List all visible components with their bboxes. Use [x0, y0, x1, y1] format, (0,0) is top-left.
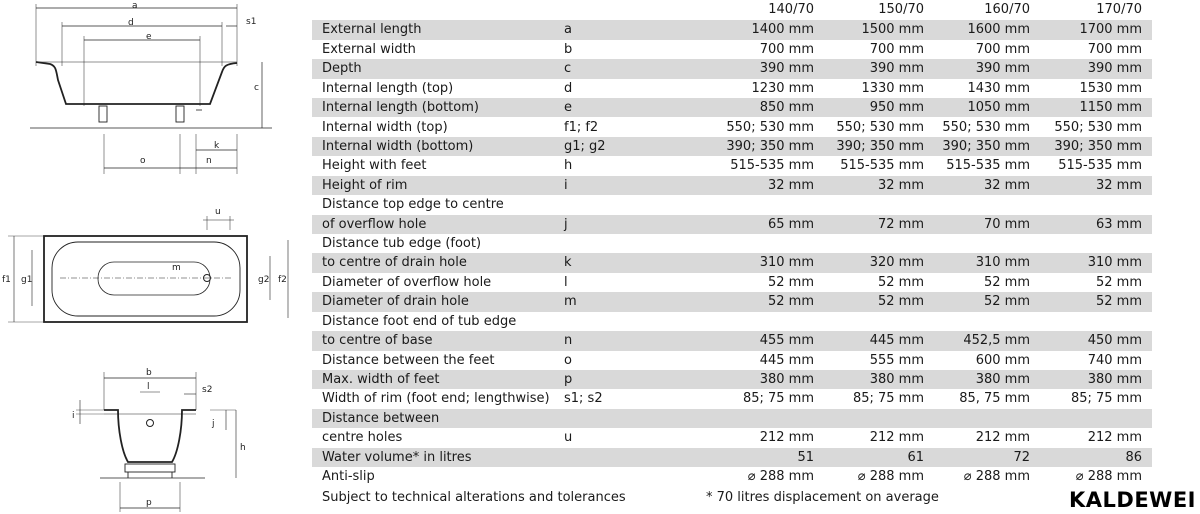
row-value: 63 mm: [1095, 216, 1142, 232]
row-value: 1500 mm: [861, 22, 924, 38]
row-symbol: u: [564, 430, 573, 446]
row-value: 72: [1013, 449, 1030, 465]
row-symbol: i: [564, 177, 568, 193]
row-value: 310 mm: [1087, 255, 1142, 271]
table-row: [312, 234, 1152, 253]
row-value: 390 mm: [975, 61, 1030, 77]
row-symbol: k: [564, 255, 572, 271]
row-label: Internal width (bottom): [322, 138, 474, 154]
row-label: Max. width of feet: [322, 371, 440, 387]
label-s1: s1: [246, 17, 257, 27]
row-value: ⌀ 288 mm: [1075, 469, 1142, 485]
row-value: 1600 mm: [967, 22, 1030, 38]
table-row: [312, 40, 1152, 59]
row-value: 380 mm: [1087, 371, 1142, 387]
table-row: [312, 273, 1152, 292]
row-value: 52 mm: [1095, 274, 1142, 290]
row-value: 85; 75 mm: [742, 391, 814, 407]
row-value: 700 mm: [975, 41, 1030, 57]
row-symbol: d: [564, 80, 573, 96]
label-n: n: [206, 156, 212, 166]
row-value: 32 mm: [767, 177, 814, 193]
table-row: [312, 79, 1152, 98]
row-value: 61: [907, 449, 924, 465]
row-value: 32 mm: [1095, 177, 1142, 193]
label-j: j: [212, 419, 215, 429]
row-label: Distance between the feet: [322, 352, 495, 368]
row-value: 390 mm: [869, 61, 924, 77]
row-value: 700 mm: [759, 41, 814, 57]
row-value: 310 mm: [975, 255, 1030, 271]
row-value: 1530 mm: [1079, 80, 1142, 96]
row-value: 52 mm: [1095, 294, 1142, 310]
row-value: 950 mm: [869, 100, 924, 116]
brand-logo: KALDEWEI: [1068, 488, 1196, 512]
label-p: p: [146, 498, 152, 508]
row-value: 445 mm: [869, 333, 924, 349]
row-value: 65 mm: [767, 216, 814, 232]
table-row: [312, 370, 1152, 389]
row-symbol: j: [564, 216, 568, 232]
row-label: Distance foot end of tub edge: [322, 313, 517, 329]
row-value: 70 mm: [983, 216, 1030, 232]
row-value: 515-535 mm: [840, 158, 924, 174]
row-label: to centre of drain hole: [322, 255, 467, 271]
row-value: 86: [1125, 449, 1142, 465]
label-s2: s2: [202, 385, 213, 395]
row-value: ⌀ 288 mm: [963, 469, 1030, 485]
table-row: [312, 409, 1152, 428]
row-label: Diameter of drain hole: [322, 294, 469, 310]
row-value: 700 mm: [1087, 41, 1142, 57]
label-l: l: [147, 382, 150, 392]
row-value: 1050 mm: [967, 100, 1030, 116]
row-value: 52 mm: [877, 294, 924, 310]
table-row: [312, 389, 1152, 408]
row-label: Water volume* in litres: [322, 449, 472, 465]
table-row: [312, 195, 1152, 214]
row-symbol: l: [564, 274, 568, 290]
row-value: 212 mm: [975, 430, 1030, 446]
label-f2: f2: [278, 275, 287, 285]
row-value: 52 mm: [767, 274, 814, 290]
label-u: u: [215, 207, 221, 217]
row-symbol: a: [564, 22, 572, 38]
label-d: d: [128, 18, 134, 28]
row-label: to centre of base: [322, 333, 433, 349]
row-symbol: s1; s2: [564, 391, 603, 407]
row-value: 515-535 mm: [730, 158, 814, 174]
row-value: 380 mm: [869, 371, 924, 387]
row-symbol: n: [564, 333, 573, 349]
row-value: 550; 530 mm: [1054, 119, 1142, 135]
table-row: [312, 253, 1152, 272]
row-value: 85; 75 mm: [1070, 391, 1142, 407]
row-value: ⌀ 288 mm: [857, 469, 924, 485]
row-value: 390; 350 mm: [942, 138, 1030, 154]
label-m: m: [172, 263, 181, 273]
side-view-drawing: [30, 4, 272, 174]
row-symbol: p: [564, 371, 573, 387]
table-row: [312, 331, 1152, 350]
row-value: 52 mm: [767, 294, 814, 310]
label-c: c: [254, 83, 259, 93]
table-row: [312, 215, 1152, 234]
row-value: 555 mm: [869, 352, 924, 368]
row-value: 212 mm: [759, 430, 814, 446]
row-value: 1230 mm: [751, 80, 814, 96]
row-symbol: m: [564, 294, 577, 310]
row-value: 51: [797, 449, 814, 465]
row-value: 390; 350 mm: [1054, 138, 1142, 154]
column-header-160-70: 160/70: [984, 2, 1030, 17]
footer-note-right: * 70 litres displacement on average: [706, 490, 939, 505]
table-row: [312, 156, 1152, 175]
row-label: Distance top edge to centre: [322, 197, 504, 213]
column-header-170-70: 170/70: [1096, 2, 1142, 17]
row-label: Diameter of overflow hole: [322, 274, 492, 290]
row-value: 1330 mm: [861, 80, 924, 96]
label-a: a: [132, 1, 138, 11]
footer-note-left: Subject to technical alterations and tolerances: [322, 490, 626, 505]
row-label: Depth: [322, 61, 362, 77]
row-label: Distance tub edge (foot): [322, 236, 482, 252]
row-value: 212 mm: [869, 430, 924, 446]
table-row: [312, 137, 1152, 156]
row-label: Internal length (bottom): [322, 100, 479, 116]
row-value: 550; 530 mm: [726, 119, 814, 135]
row-value: 32 mm: [983, 177, 1030, 193]
row-value: 1430 mm: [967, 80, 1030, 96]
table-row: [312, 312, 1152, 331]
row-value: 1700 mm: [1079, 22, 1142, 38]
row-symbol: g1; g2: [564, 138, 606, 154]
row-value: 390 mm: [759, 61, 814, 77]
label-h: h: [240, 443, 246, 453]
row-value: 212 mm: [1087, 430, 1142, 446]
row-value: 72 mm: [877, 216, 924, 232]
label-g1: g1: [21, 275, 33, 285]
table-row: [312, 20, 1152, 39]
row-value: 452,5 mm: [963, 333, 1030, 349]
column-header-140-70: 140/70: [768, 2, 814, 17]
row-symbol: e: [564, 100, 572, 116]
row-value: 550; 530 mm: [942, 119, 1030, 135]
label-o: o: [140, 156, 146, 166]
top-view-drawing: [8, 216, 288, 322]
row-value: 380 mm: [975, 371, 1030, 387]
row-value: 515-535 mm: [1058, 158, 1142, 174]
row-label: Internal length (top): [322, 80, 454, 96]
row-value: 700 mm: [869, 41, 924, 57]
row-value: 85; 75 mm: [852, 391, 924, 407]
table-row: [312, 351, 1152, 370]
row-value: 52 mm: [983, 274, 1030, 290]
table-row: [312, 176, 1152, 195]
row-label: Distance between: [322, 410, 440, 426]
label-e: e: [146, 32, 152, 42]
row-symbol: f1; f2: [564, 119, 599, 135]
row-value: 380 mm: [759, 371, 814, 387]
row-value: 445 mm: [759, 352, 814, 368]
row-label: Anti-slip: [322, 469, 375, 485]
row-value: ⌀ 288 mm: [747, 469, 814, 485]
table-row: [312, 118, 1152, 137]
row-label: External length: [322, 22, 422, 38]
row-label: Internal width (top): [322, 119, 448, 135]
row-value: 550; 530 mm: [836, 119, 924, 135]
label-i: i: [72, 411, 75, 421]
row-label: centre holes: [322, 430, 403, 446]
row-label: of overflow hole: [322, 216, 427, 232]
row-value: 85, 75 mm: [959, 391, 1030, 407]
table-row: [312, 448, 1152, 467]
row-value: 450 mm: [1087, 333, 1142, 349]
row-value: 32 mm: [877, 177, 924, 193]
column-header-150-70: 150/70: [878, 2, 924, 17]
row-symbol: h: [564, 158, 573, 174]
label-b: b: [146, 368, 152, 378]
table-row: [312, 98, 1152, 117]
row-value: 1400 mm: [751, 22, 814, 38]
table-row: [312, 59, 1152, 78]
row-value: 740 mm: [1087, 352, 1142, 368]
row-value: 320 mm: [869, 255, 924, 271]
row-value: 390; 350 mm: [836, 138, 924, 154]
row-label: External width: [322, 41, 416, 57]
row-value: 1150 mm: [1079, 100, 1142, 116]
row-symbol: o: [564, 352, 572, 368]
label-k: k: [214, 141, 220, 151]
table-row: [312, 292, 1152, 311]
row-value: 310 mm: [759, 255, 814, 271]
table-row: [312, 428, 1152, 447]
label-g2: g2: [258, 275, 270, 285]
row-value: 390 mm: [1087, 61, 1142, 77]
row-value: 850 mm: [759, 100, 814, 116]
row-label: Height with feet: [322, 158, 427, 174]
row-value: 52 mm: [877, 274, 924, 290]
row-value: 455 mm: [759, 333, 814, 349]
row-value: 600 mm: [975, 352, 1030, 368]
row-value: 52 mm: [983, 294, 1030, 310]
row-value: 515-535 mm: [946, 158, 1030, 174]
row-label: Width of rim (foot end; lengthwise): [322, 391, 550, 407]
row-symbol: b: [564, 41, 573, 57]
label-f1: f1: [2, 275, 11, 285]
row-label: Height of rim: [322, 177, 408, 193]
row-symbol: c: [564, 61, 572, 77]
table-row: [312, 467, 1152, 486]
technical-drawings: [0, 0, 305, 514]
row-value: 390; 350 mm: [726, 138, 814, 154]
